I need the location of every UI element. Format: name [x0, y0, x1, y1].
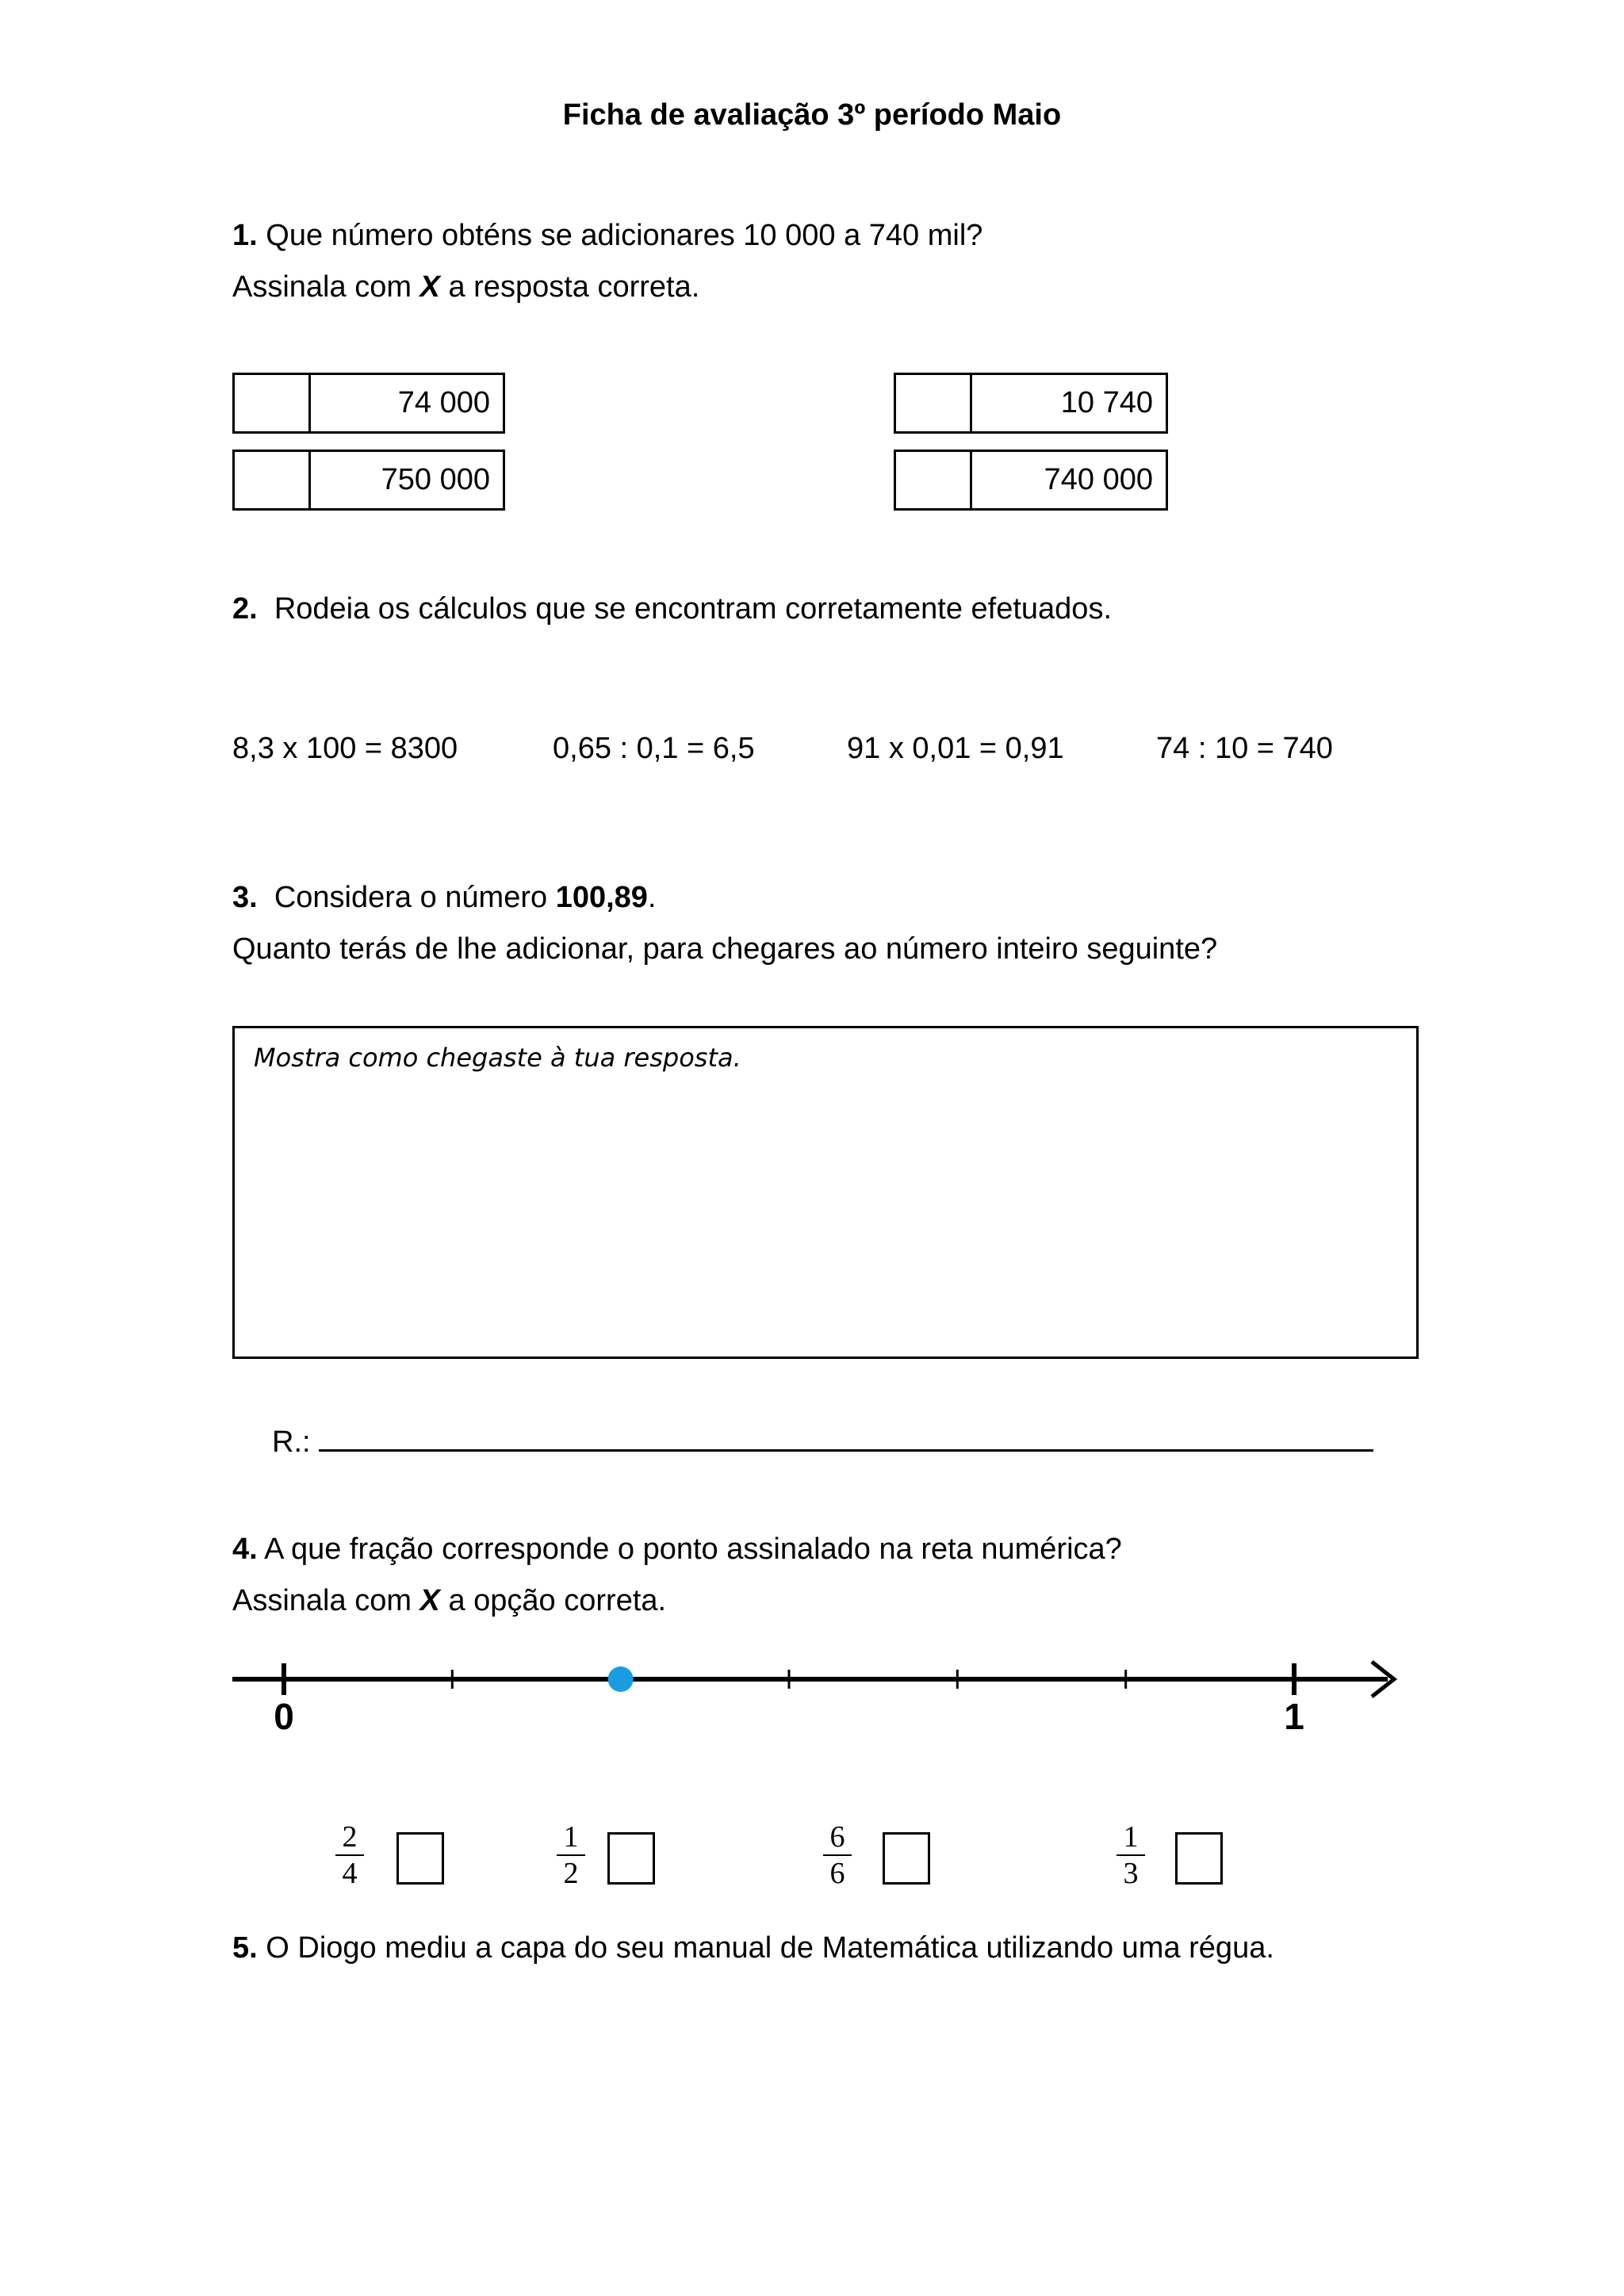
fraction-option-2-4	[334, 1821, 366, 1889]
q3-text	[232, 882, 656, 913]
q2-calc-3[interactable]: 91 x 0,01 = 0,91	[847, 732, 1064, 765]
q5-text	[232, 1933, 1274, 1963]
q3-number-value: 100,89	[555, 881, 648, 914]
q3-text-post: .	[647, 881, 657, 914]
q2-question: Rodeia os cálculos que se encontram corretamente efetuados.	[274, 592, 1112, 626]
q1-checkbox[interactable]	[235, 452, 311, 508]
q1-option-74000[interactable]	[232, 373, 505, 434]
q1-checkbox[interactable]	[896, 375, 972, 431]
q2-calc-1[interactable]: 8,3 x 100 = 8300	[232, 732, 458, 765]
q3-answer-line[interactable]	[319, 1449, 1373, 1452]
q4-instr-pre: Assinala com	[232, 1584, 420, 1617]
fraction-numerator: 1	[1123, 1820, 1139, 1854]
q4-question: A que fração corresponde o ponto assinalado na reta numérica?	[257, 1533, 1122, 1566]
q3-number: 3.	[232, 881, 258, 914]
q1-option-value: 750 000	[381, 463, 490, 496]
q4-instr-x: X	[419, 1584, 440, 1617]
q4-instruction	[232, 1586, 666, 1616]
q2-calc-4[interactable]: 74 : 10 = 740	[1156, 732, 1333, 765]
fraction-checkbox-6-6[interactable]	[883, 1832, 930, 1885]
fraction-bar	[823, 1854, 852, 1856]
q3-hint: Mostra como chegaste à tua resposta.	[254, 1043, 741, 1073]
q1-option-value: 740 000	[1044, 463, 1153, 496]
q1-checkbox[interactable]	[896, 452, 972, 508]
fraction-checkbox-2-4[interactable]	[396, 1832, 444, 1885]
q1-checkbox[interactable]	[235, 375, 311, 431]
fraction-denominator: 6	[829, 1857, 845, 1890]
q3-question: Quanto terás de lhe adicionar, para chegares ao número inteiro seguinte?	[232, 932, 1218, 966]
fraction-checkbox-1-3[interactable]	[1175, 1832, 1223, 1885]
number-line	[0, 1649, 1624, 1760]
q1-option-750000[interactable]	[232, 450, 505, 511]
page-title: Ficha de avaliação 3º período Maio	[562, 98, 1062, 132]
q5-number: 5.	[232, 1931, 258, 1965]
number-line-point	[608, 1667, 634, 1692]
q3-answer-label: R.:	[272, 1425, 311, 1459]
q1-option-740000[interactable]	[894, 450, 1168, 511]
q1-instr-x: X	[419, 270, 440, 304]
fraction-option-6-6	[822, 1821, 853, 1889]
q1-option-10740[interactable]	[894, 373, 1168, 434]
q4-instr-post: a opção correta.	[439, 1584, 667, 1617]
q1-option-value: 10 740	[1060, 386, 1153, 419]
q4-text	[232, 1534, 1122, 1564]
fraction-denominator: 3	[1123, 1857, 1139, 1890]
fraction-bar	[335, 1854, 364, 1856]
fraction-checkbox-1-2[interactable]	[607, 1832, 655, 1885]
axis-label-1: 1	[1284, 1696, 1304, 1737]
fraction-denominator: 4	[342, 1857, 358, 1890]
fraction-bar	[1116, 1854, 1145, 1856]
q1-question: Que número obténs se adicionares 10 000 a 740 mil?	[257, 219, 983, 252]
q1-instruction	[232, 272, 699, 302]
fraction-numerator: 6	[829, 1820, 845, 1854]
q1-instr-pre: Assinala com	[232, 270, 420, 304]
q2-number: 2.	[232, 592, 258, 626]
q3-text-pre: Considera o número	[274, 881, 556, 914]
fraction-bar	[557, 1854, 585, 1856]
fraction-option-1-2	[555, 1821, 587, 1889]
q5-question: O Diogo mediu a capa do seu manual de Matemática utilizando uma régua.	[257, 1931, 1274, 1965]
q4-number: 4.	[232, 1533, 258, 1566]
q1-option-value: 74 000	[397, 386, 490, 419]
fraction-numerator: 2	[342, 1820, 358, 1854]
q2-calc-2[interactable]: 0,65 : 0,1 = 6,5	[553, 732, 755, 765]
fraction-denominator: 2	[563, 1857, 579, 1890]
q3-work-box[interactable]	[232, 1026, 1419, 1359]
q1-number: 1.	[232, 219, 258, 252]
fraction-option-1-3	[1115, 1821, 1147, 1889]
q1-instr-post: a resposta correta.	[439, 270, 700, 304]
fraction-numerator: 1	[563, 1820, 579, 1854]
q2-text	[232, 594, 1112, 624]
axis-label-0: 0	[274, 1696, 294, 1737]
q1-text	[232, 220, 982, 251]
